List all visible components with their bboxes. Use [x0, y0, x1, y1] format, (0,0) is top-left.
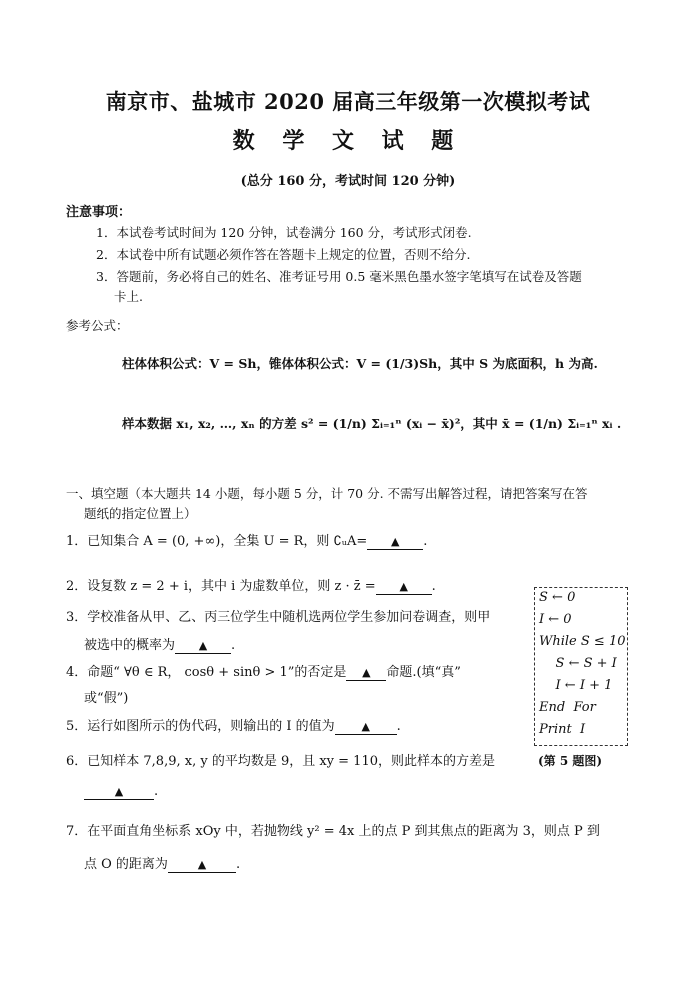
- notice-item-3-cont: 卡上.: [114, 289, 143, 304]
- notice-item-1: 1．本试卷考试时间为 120 分钟，试卷满分 160 分，考试形式闭卷.: [96, 225, 472, 240]
- answer-blank-1[interactable]: ▲: [367, 535, 423, 550]
- notice-item-2: 2．本试卷中所有试题必须作答在答题卡上规定的位置，否则不给分.: [96, 247, 471, 262]
- question-2-text: 2．设复数 z = 2 + i，其中 i 为虚数单位，则 z · z̄ =: [66, 579, 376, 594]
- question-4: [66, 661, 461, 681]
- pseudocode-line-5: I ← I + 1: [539, 678, 613, 693]
- section-heading-cont: 题纸的指定位置上）: [84, 506, 197, 521]
- pseudocode-line-2: I ← 0: [539, 612, 572, 627]
- question-5-text: 5．运行如图所示的伪代码，则输出的 I 的值为: [66, 719, 335, 734]
- pseudocode-line-4: S ← S + I: [539, 656, 617, 671]
- question-3-text: 被选中的概率为: [84, 638, 176, 653]
- question-1-end: .: [423, 534, 428, 549]
- answer-blank-6[interactable]: ▲: [84, 785, 154, 800]
- formula-volume: 柱体体积公式：V = Sh，锥体体积公式：V = (1/3)Sh，其中 S 为底面积，h 为高.: [122, 356, 598, 371]
- question-6: 6．已知样本 7,8,9, x, y 的平均数是 9，且 xy = 110，则此样本的方差是: [66, 754, 496, 769]
- figure-caption: (第 5 题图): [538, 754, 603, 768]
- question-3-cont: [84, 634, 235, 654]
- question-6-cont: [84, 784, 158, 800]
- question-5-end: .: [396, 719, 401, 734]
- exam-info: (总分 160 分，考试时间 120 分钟): [240, 174, 456, 189]
- answer-blank-7[interactable]: ▲: [168, 858, 236, 873]
- question-2-end: .: [431, 579, 436, 594]
- pseudocode-line-6: End For: [539, 700, 596, 715]
- question-1: [66, 530, 427, 550]
- question-3-end: .: [231, 638, 236, 653]
- question-6-end: .: [154, 784, 159, 799]
- question-1-text: 1．已知集合 A = (0, +∞)，全集 U = R，则 ∁ᵤA=: [66, 534, 368, 549]
- question-7-end: .: [235, 857, 241, 872]
- question-4-cont: 或“假”): [84, 691, 129, 706]
- question-5: [66, 715, 401, 735]
- page-title: 南京市、盐城市 2020 届高三年级第一次模拟考试: [105, 89, 591, 114]
- pseudocode-line-7: Print I: [539, 722, 586, 737]
- answer-blank-2[interactable]: ▲: [376, 580, 432, 595]
- notice-item-3: 3．答题前，务必将自己的姓名、准考证号用 0.5 毫米黑色墨水签字笔填写在试卷及答题: [96, 269, 582, 284]
- pseudocode-box: [534, 587, 628, 746]
- answer-blank-4[interactable]: ▲: [346, 666, 386, 681]
- question-2: [66, 575, 436, 595]
- question-4-text: 4．命题“ ∀θ ∈ R， cosθ + sinθ > 1”的否定是: [66, 665, 347, 680]
- page-subtitle: 数 学 文 试 题: [232, 128, 464, 154]
- answer-blank-3[interactable]: ▲: [175, 639, 231, 654]
- question-7: 7．在平面直角坐标系 xOy 中，若抛物线 y² = 4x 上的点 P 到其焦点的距离为 3，则点 P 到: [66, 824, 600, 839]
- formula-variance: 样本数据 x₁, x₂, …, xₙ 的方差 s² = (1/n) Σᵢ₌₁ⁿ (xᵢ − x̄)²，其中 x̄ = (1/n) Σᵢ₌₁ⁿ xᵢ .: [122, 416, 622, 431]
- pseudocode-line-3: While S ≤ 10: [539, 634, 626, 649]
- question-3: 3．学校准备从甲、乙、丙三位学生中随机选两位学生参加问卷调查，则甲: [66, 610, 491, 625]
- reference-heading: 参考公式：: [66, 318, 129, 333]
- section-heading: 一、填空题（本大题共 14 小题，每小题 5 分，计 70 分. 不需写出解答过程，请把答案写在答: [66, 486, 588, 501]
- answer-blank-5[interactable]: ▲: [335, 720, 397, 735]
- notice-heading: 注意事项：: [66, 205, 132, 220]
- pseudocode-line-1: S ← 0: [539, 590, 576, 605]
- question-7-text: 点 O 的距离为: [84, 857, 168, 872]
- question-7-cont: [84, 853, 240, 873]
- question-4-text-2: 命题.(填“真”: [386, 665, 461, 680]
